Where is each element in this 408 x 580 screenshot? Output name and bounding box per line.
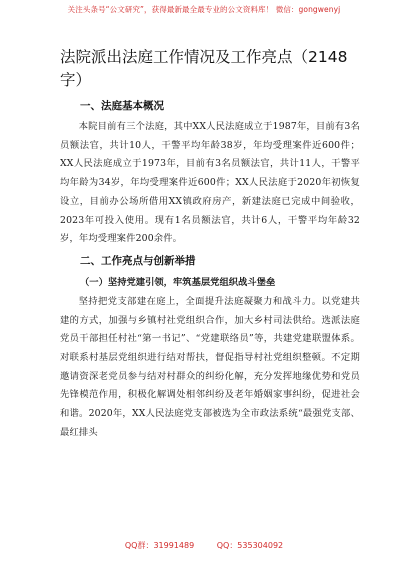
section-heading-highlights: 二、工作亮点与创新举措 xyxy=(80,254,196,267)
overview-paragraph: 本院目前有三个法庭，其中XX人民法庭成立于1987年，目前有3名员额法官，共计10人，干警平均年龄38岁，年均受理案件近600件；XX人民法庭成立于1973年，目前有3名员额法官，共计11人，干警平均年龄为34岁，年均受理案件近600件；XX人民法庭于2020年初恢复设立，目前办公场所借用XX镇政府房产，新建法庭已完成中间验收，2023年可投入使用。现有1名员额法官，共计6人，干警平均年龄32岁，年均受理案件200余件。 xyxy=(60,121,360,245)
party-building-paragraph: 坚持把党支部建在庭上，全面提升法庭凝聚力和战斗力。以党建共建的方式，加强与乡镇村社党组织合作，加大乡村司法供给。选派法庭党员干部担任村社“第一书记”、“党建联络员”等，共建党建联盟体系。对联系村基层党组织进行结对帮扶，督促指导村社党组织整顿。不定期邀请资深老党员参与结对村群众的纠纷化解，充分发挥地缘优势和党员先锋模范作用，积极化解调处相邻纠纷及老年婚姻家事纠纷，促进社会和谐。2020年，XX人民法庭党支部被选为全市政法系统“最强党支部、最红排头 xyxy=(60,295,360,438)
footer-qq-group: QQ群：31991489 xyxy=(124,541,195,550)
section-heading-overview: 一、法庭基本概况 xyxy=(80,100,164,112)
top-banner: 关注头条号“公文研究”，获得最新最全最专业的公文资料库！ 微信：gongwenyj xyxy=(67,5,341,14)
subheading-party-building: （一）坚持党建引领，牢筑基层党组织战斗堡垒 xyxy=(80,276,276,288)
document-body xyxy=(60,46,360,443)
footer-contacts xyxy=(0,540,408,551)
footer-qq: QQ：535304092 xyxy=(216,541,284,550)
document-title: 法院派出法庭工作情况及工作亮点（2148字） xyxy=(60,48,348,89)
